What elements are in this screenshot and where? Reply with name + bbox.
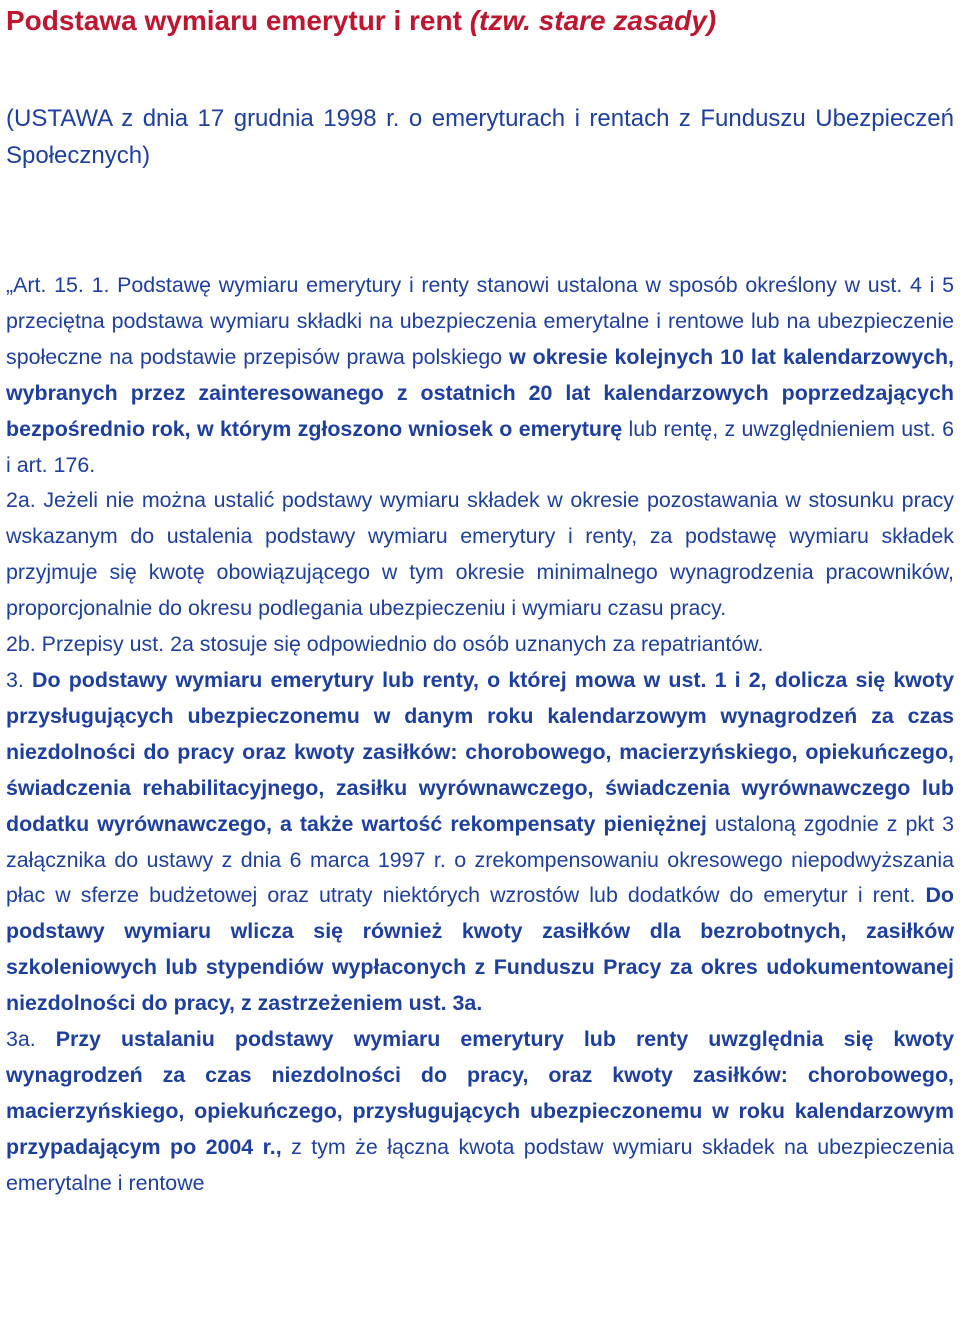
paragraph-3a-number: 3a. — [6, 1027, 56, 1052]
paragraph-2a-text: Jeżeli nie można ustalić podstawy wymiaru składek w okresie pozostawania w stosunku pracy wskazanym do ustalenia podstawy wymiaru emerytury i renty, za podstawę wymiaru składek przyjmuje się kwotę obowiązującego w tym okresie minimalnego wynagrodzenia pracowników, proporcjonalnie do okresu podlegania ubezpieczeniu i wymiaru czasu pracy. — [6, 488, 954, 621]
paragraph-3-plain: ustaloną zgodnie z pkt 3 załącznika do ustawy z dnia 6 marca 1997 r. o zrekompensowaniu okresowego niepodwyższania płac w sferze budżetowej oraz utraty niektórych wzrostów lub dodatków do emerytur i rent. — [6, 811, 954, 908]
paragraph-2a — [6, 483, 954, 627]
paragraph-2b-text: 2b. Przepisy ust. 2a stosuje się odpowiednio do osób uznanych za repatriantów. — [6, 632, 764, 657]
paragraph-1-lead: „Art. 15. 1. Podstawę wymiaru emerytury i renty stanowi ustalona w sposób określony w ust. 4 i 5 przeciętna podstawa wymiaru składki na ubezpieczenia — [6, 273, 954, 333]
paragraph-3 — [6, 663, 954, 1022]
paragraph-2a-number: 2a. — [6, 488, 44, 513]
paragraph-2b — [6, 627, 954, 663]
paragraph-1-bold: w okresie kolejnych 10 lat kalendarzowych, wybranych przez zainteresowanego z ostatnich 20 lat kalendarzowych poprzedzających bezpośrednio rok, w którym zgłoszono wniosek o emeryturę — [6, 344, 955, 441]
law-reference: (USTAWA z dnia 17 grudnia 1998 r. o emeryturach i rentach z Funduszu Ubezpieczeń Społecznych) — [6, 105, 954, 169]
page-title — [6, 2, 716, 40]
paragraph-3-bold-1: Do podstawy wymiaru emerytury lub renty, o której mowa w ust. 1 i 2, dolicza się kwoty przysługujących ubezpieczonemu w danym roku kalendarzowym wynagrodzeń za czas niezdolności do pracy oraz kwoty zasiłków: chorobowego, macierzyńskiego, opiekuńczego, świadczenia rehabilitacyjnego, zasiłku wyrównawczego, świadczenia wyrównawczego lub dodatku wyrównawczego, a także wartość rekompensaty pieniężnej — [6, 667, 954, 836]
title-main: Podstawa wymiaru emerytur i rent — [6, 5, 470, 36]
paragraph-1-mid: emerytalne i rentowe lub na ubezpieczenie społeczne na podstawie przepisów prawa polskiego — [6, 308, 954, 369]
paragraph-3a-bold: Przy ustalaniu podstawy wymiaru emerytury lub renty uwzględnia się kwoty wynagrodzeń za czas niezdolności do pracy, oraz kwoty zasiłków: chorobowego, macierzyńskiego, opiekuńczego, przysługujących ubezpieczonemu w roku kalendarzowym przypadającym po 2004 r., — [6, 1027, 954, 1159]
paragraph-1-tail: lub rentę, z uwzględnieniem ust. 6 i art. 176. — [6, 416, 954, 477]
paragraph-3-number: 3. — [6, 667, 33, 692]
paragraph-3a — [6, 1022, 954, 1202]
article-15 — [6, 268, 954, 1202]
paragraph-1 — [6, 268, 954, 483]
paragraph-3a-plain: z tym że łączna kwota podstaw wymiaru składek na ubezpieczenia emerytalne i rentowe — [6, 1134, 954, 1195]
paragraph-3-bold-2: Do podstawy wymiaru wlicza się również kwoty zasiłków dla bezrobotnych, zasiłków szkoleniowych lub stypendiów wypłaconych z Funduszu Pracy za okres udokumentowanej niezdolności do pracy, z zastrzeżeniem ust. 3a. — [6, 883, 954, 1016]
title-italic: (tzw. stare zasady) — [469, 5, 717, 36]
